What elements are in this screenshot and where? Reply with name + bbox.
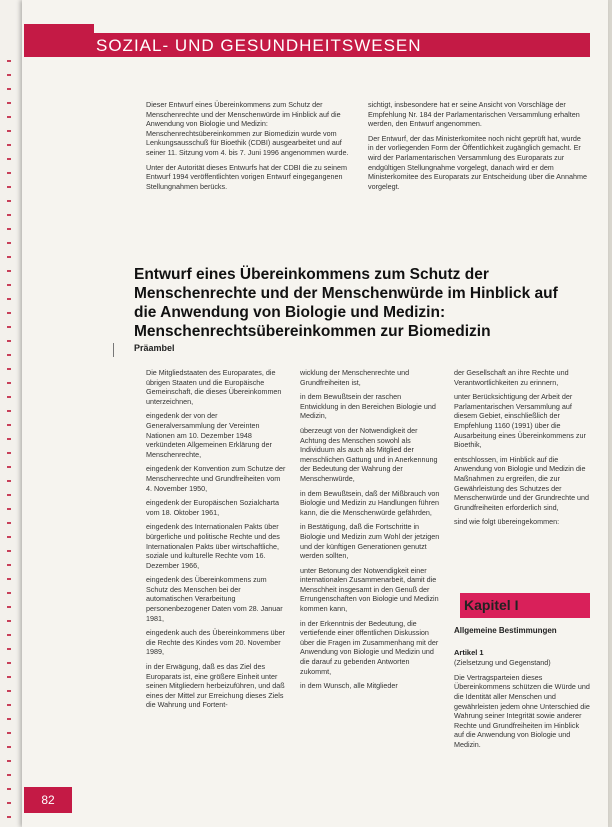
binding-mark <box>7 158 11 160</box>
binding-mark <box>7 746 11 748</box>
binding-mark <box>7 424 11 426</box>
binding-mark <box>7 298 11 300</box>
chapter-subtitle: Allgemeine Bestimmungen <box>454 626 557 635</box>
clause-paragraph: in Bestätigung, daß die Fortschritte in Biologie und Medizin zum Wohl der jetzigen und der künftigen Generationen genutzt werden sollten, <box>300 522 440 561</box>
chapter-label: Kapitel I <box>464 597 519 613</box>
binding-mark <box>7 242 11 244</box>
binding-mark <box>7 354 11 356</box>
clause-paragraph: eingedenk des Internationalen Pakts über bürgerliche und politische Rechte und des Internationalen Pakts über wirtschaftliche, soziale und kulturelle Rechte vom 16. Dezember 1966, <box>146 522 280 570</box>
binding-mark <box>7 228 11 230</box>
binding-mark <box>7 620 11 622</box>
binding-mark <box>7 270 11 272</box>
binding-mark <box>7 410 11 412</box>
clause-paragraph: eingedenk auch des Übereinkommens über die Rechte des Kindes vom 20. November 1989, <box>146 628 286 657</box>
binding-mark <box>7 200 11 202</box>
page-number: 82 <box>24 787 72 813</box>
binding-mark <box>7 676 11 678</box>
intro-paragraph: Dieser Entwurf eines Übereinkommens zum Schutz der Menschenrechte und der Menschenwürde im Hinblick auf die Anwendung von Biologie und Medizin: Menschenrechtsübereinkommen zur Biomedizin wurde vom Lenkungsausschuß für Bioethik (CDBI) ausgearbeitet und auf seiner 11. Sitzung vom 4. bis 7. Juni 1996 angenommen wurde. <box>146 100 349 157</box>
binding-strip <box>0 0 23 827</box>
clause-paragraph: wicklung der Menschenrechte und Grundfreiheiten ist, <box>300 368 410 387</box>
chapter-body <box>454 626 590 755</box>
binding-mark <box>7 802 11 804</box>
binding-mark <box>7 116 11 118</box>
binding-mark <box>7 732 11 734</box>
clause-paragraph: sind wie folgt übereingekommen: <box>454 517 560 527</box>
binding-mark <box>7 662 11 664</box>
binding-mark <box>7 690 11 692</box>
binding-mark <box>7 144 11 146</box>
intro-column-1 <box>146 100 358 196</box>
binding-mark <box>7 480 11 482</box>
binding-mark <box>7 816 11 818</box>
header-accent <box>24 24 94 33</box>
binding-mark <box>7 788 11 790</box>
article-text: Die Vertragsparteien dieses Übereinkommens schützen die Würde und die Identität aller Menschen und gewährleisten jedem ohne Unterschied die Wahrung seiner Integrität sowie anderer Rechte und Grundfreiheiten im Hinblick auf die Anwendung von Biologie und Medizin. <box>454 672 590 749</box>
intro-paragraph: sichtigt, insbesondere hat er seine Ansicht von Vorschläge der Empfehlung Nr. 184 der Parlamentarischen Versammlung erhalten werden, den Entwurf angenommen. <box>368 100 580 129</box>
binding-mark <box>7 186 11 188</box>
body-column-3 <box>454 368 590 532</box>
clause-paragraph: in dem Bewußtsein der raschen Entwicklung in den Bereichen Biologie und Medizin, <box>300 392 436 421</box>
clause-paragraph: eingedenk der Konvention zum Schutze der Menschenrechte und Grundfreiheiten vom 4. November 1950, <box>146 464 286 493</box>
binding-mark <box>7 550 11 552</box>
article-title: Entwurf eines Übereinkommens zum Schutz der Menschenrechte und der Menschenwürde im Hinblick auf die Anwendung von Biologie und Medizin: Menschenrechtsübereinkommen zur Biomedizin <box>134 266 558 340</box>
binding-mark <box>7 438 11 440</box>
clause-paragraph: unter Berücksichtigung der Arbeit der Parlamentarischen Versammlung auf diesem Gebiet, einschließlich der Empfehlung 1160 (1991) über die Ausarbeitung eines Übereinkommens zur Bioethik, <box>454 392 586 450</box>
binding-mark <box>7 592 11 594</box>
clause-paragraph: in dem Wunsch, alle Mitglieder <box>300 681 398 691</box>
clause-paragraph: in dem Bewußtsein, daß der Mißbrauch von Biologie und Medizin zu Handlungen führen kann, die die Menschenwürde gefährden, <box>300 488 440 517</box>
intro-paragraph: Der Entwurf, der das Ministerkomitee noch nicht geprüft hat, wurde in der vorliegenden Form der Öffentlichkeit zugänglich gemacht. Er wird der Parlamentarischen Versammlung des Europarats zur endgültigen Stellungnahme vorgelegt, danach wird er dem Ministerkomitee des Europarats zur Entscheidung über die Annahme vorgelegt. <box>368 133 587 191</box>
praeambel-heading: Präambel <box>134 343 175 353</box>
binding-mark <box>7 312 11 314</box>
binding-mark <box>7 214 11 216</box>
binding-mark <box>7 256 11 258</box>
binding-mark <box>7 634 11 636</box>
section-title: SOZIAL- UND GESUNDHEITSWESEN <box>96 36 422 55</box>
binding-mark <box>7 382 11 384</box>
binding-mark <box>7 606 11 608</box>
clause-paragraph: überzeugt von der Notwendigkeit der Achtung des Menschen sowohl als Individuum als auch als Mitglied der menschlichen Gattung und in Anerkennung der Bedeutung der Wahrung der Menschenwürde, <box>300 425 438 483</box>
binding-mark <box>7 74 11 76</box>
body-column-1 <box>146 368 286 715</box>
binding-mark <box>7 648 11 650</box>
clause-paragraph: eingedenk des Übereinkommens zum Schutz des Menschen bei der automatischen Verarbeitung personenbezogener Daten vom 28. Januar 1981, <box>146 575 283 623</box>
body-column-2 <box>300 368 440 696</box>
binding-mark <box>7 326 11 328</box>
clause-paragraph: eingedenk der von der Generalversammlung der Vereinten Nationen am 10. Dezember 1948 verkündeten Allgemeinen Erklärung der Menschenrechte, <box>146 411 272 459</box>
margin-rule <box>113 343 114 357</box>
binding-mark <box>7 760 11 762</box>
binding-mark <box>7 466 11 468</box>
clause-paragraph: eingedenk der Europäischen Sozialcharta vom 18. Oktober 1961, <box>146 498 280 517</box>
binding-mark <box>7 102 11 104</box>
binding-mark <box>7 494 11 496</box>
article-label: Artikel 1 <box>454 647 484 657</box>
binding-mark <box>7 774 11 776</box>
binding-mark <box>7 396 11 398</box>
binding-mark <box>7 368 11 370</box>
binding-mark <box>7 172 11 174</box>
binding-mark <box>7 284 11 286</box>
intro-paragraph: Unter der Autorität dieses Entwurfs hat der CDBI die zu seinem Entwurf 1994 veröffentlichten vorigen Entwurf eingegangenen Stellungnahmen berücks. <box>146 162 347 191</box>
article-subtitle: (Zielsetzung und Gegenstand) <box>454 658 551 668</box>
binding-mark <box>7 452 11 454</box>
binding-mark <box>7 718 11 720</box>
binding-mark <box>7 130 11 132</box>
binding-mark <box>7 340 11 342</box>
clause-paragraph: Die Mitgliedstaaten des Europarates, die übrigen Staaten und die Europäische Gemeinschaft, die dieses Übereinkommen unterzeichnen, <box>146 368 282 406</box>
binding-mark <box>7 564 11 566</box>
binding-mark <box>7 704 11 706</box>
clause-paragraph: entschlossen, im Hinblick auf die Anwendung von Biologie und Medizin die Maßnahmen zu ergreifen, die zur Gewährleistung des Schutzes der Menschenwürde und der Grundrechte und Grundfreiheiten erforderlich sind, <box>454 454 590 512</box>
clause-paragraph: in der Erwägung, daß es das Ziel des Europarats ist, eine größere Einheit unter seinen Mitgliedern herbeizuführen, und daß eines der Mittel zur Erreichung dieses Ziels die Wahrung und Fortent- <box>146 662 285 710</box>
clause-paragraph: in der Erkenntnis der Bedeutung, die vertiefende einer öffentlichen Diskussion über die Fragen im Zusammenhang mit der Anwendung von Biologie und Medizin und die darauf zu gebenden Antworten zukommt, <box>300 618 439 676</box>
clause-paragraph: der Gesellschaft an ihre Rechte und Verantwortlichkeiten zu erinnern, <box>454 368 569 387</box>
binding-mark <box>7 536 11 538</box>
binding-mark <box>7 88 11 90</box>
binding-mark <box>7 578 11 580</box>
binding-mark <box>7 508 11 510</box>
binding-mark <box>7 522 11 524</box>
clause-paragraph: unter Betonung der Notwendigkeit einer internationalen Zusammenarbeit, damit die Menschheit insgesamt in den Genuß der Errungenschaften von Biologie und Medizin kommen kann, <box>300 565 439 614</box>
binding-mark <box>7 60 11 62</box>
intro-column-2 <box>368 100 588 196</box>
